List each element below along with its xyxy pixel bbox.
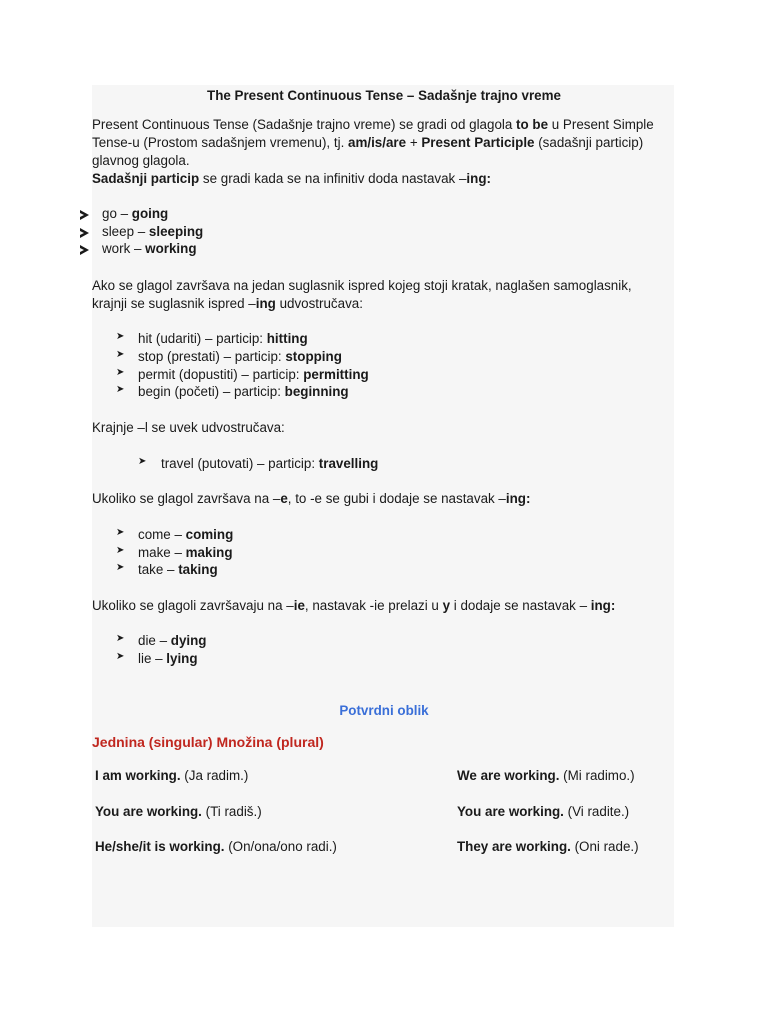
double-rule-line-1: Ako se glagol završava na jedan suglasnik ispred kojeg stoji kratak, naglašen samoglasnik,: [92, 278, 632, 293]
list-item: hit (udariti) – particip: hitting: [138, 331, 308, 346]
document-title: The Present Continuous Tense – Sadašnje trajno vreme: [207, 88, 561, 103]
list-item: make – making: [138, 545, 233, 560]
list-item: stop (prestati) – particip: stopping: [138, 349, 342, 364]
triangle-bullet-icon: ➤: [116, 633, 125, 644]
triangle-bullet-icon: ➤: [116, 384, 125, 395]
list-item: die – dying: [138, 633, 207, 648]
triangle-bullet-icon: ➤: [116, 331, 125, 342]
intro-line-3: glavnog glagola.: [92, 153, 190, 168]
singular-example: He/she/it is working. (On/ona/ono radi.): [95, 839, 337, 854]
list-item: begin (početi) – particip: beginning: [138, 384, 349, 399]
list-item: lie – lying: [138, 651, 198, 666]
affirmative-heading: Potvrdni oblik: [339, 703, 429, 718]
plural-example: You are working. (Vi radite.): [457, 804, 630, 819]
list-item: come – coming: [138, 527, 234, 542]
triangle-bullet-icon: ➤: [116, 349, 125, 360]
triangle-bullet-icon: ➤: [116, 651, 125, 662]
singular-example: You are working. (Ti radiš.): [95, 804, 262, 819]
intro-line-2: Tense-u (Prostom sadašnjem vremenu), tj. am/is/are + Present Participle (sadašnji particip): [92, 135, 644, 150]
triangle-bullet-icon: ➤: [116, 545, 125, 556]
plural-example: They are working. (Oni rade.): [457, 839, 639, 854]
singular-example: I am working. (Ja radim.): [95, 768, 249, 783]
double-rule-line-2: krajnji se suglasnik ispred –ing udvostručava:: [92, 296, 363, 311]
arrow-bullet-icon: [80, 245, 89, 255]
list-item: take – taking: [138, 562, 218, 577]
affirmative-subheading: Jednina (singular) Množina (plural): [92, 734, 324, 750]
list-item: travel (putovati) – particip: travelling: [161, 456, 379, 471]
arrow-bullet-icon: [80, 228, 89, 238]
arrow-bullet-icon: [80, 210, 89, 220]
plural-example: We are working. (Mi radimo.): [457, 768, 635, 783]
ie-rule: Ukoliko se glagoli završavaju na –ie, nastavak -ie prelazi u y i dodaje se nastavak – ing:: [92, 598, 616, 613]
list-item: permit (dopustiti) – particip: permitting: [138, 367, 369, 382]
triangle-bullet-icon: ➤: [116, 527, 125, 538]
intro-line-1: Present Continuous Tense (Sadašnje trajno vreme) se gradi od glagola to be u Present Simple: [92, 117, 654, 132]
list-item: sleep – sleeping: [102, 224, 204, 239]
triangle-bullet-icon: ➤: [116, 367, 125, 378]
list-item: work – working: [102, 241, 197, 256]
triangle-bullet-icon: ➤: [116, 562, 125, 573]
triangle-bullet-icon: ➤: [138, 456, 147, 467]
e-rule: Ukoliko se glagol završava na –e, to -e se gubi i dodaje se nastavak –ing:: [92, 491, 531, 506]
l-rule: Krajnje –l se uvek udvostručava:: [92, 420, 285, 435]
intro-line-4: Sadašnji particip se gradi kada se na infinitiv doda nastavak –ing:: [92, 171, 491, 186]
list-item: go – going: [102, 206, 169, 221]
